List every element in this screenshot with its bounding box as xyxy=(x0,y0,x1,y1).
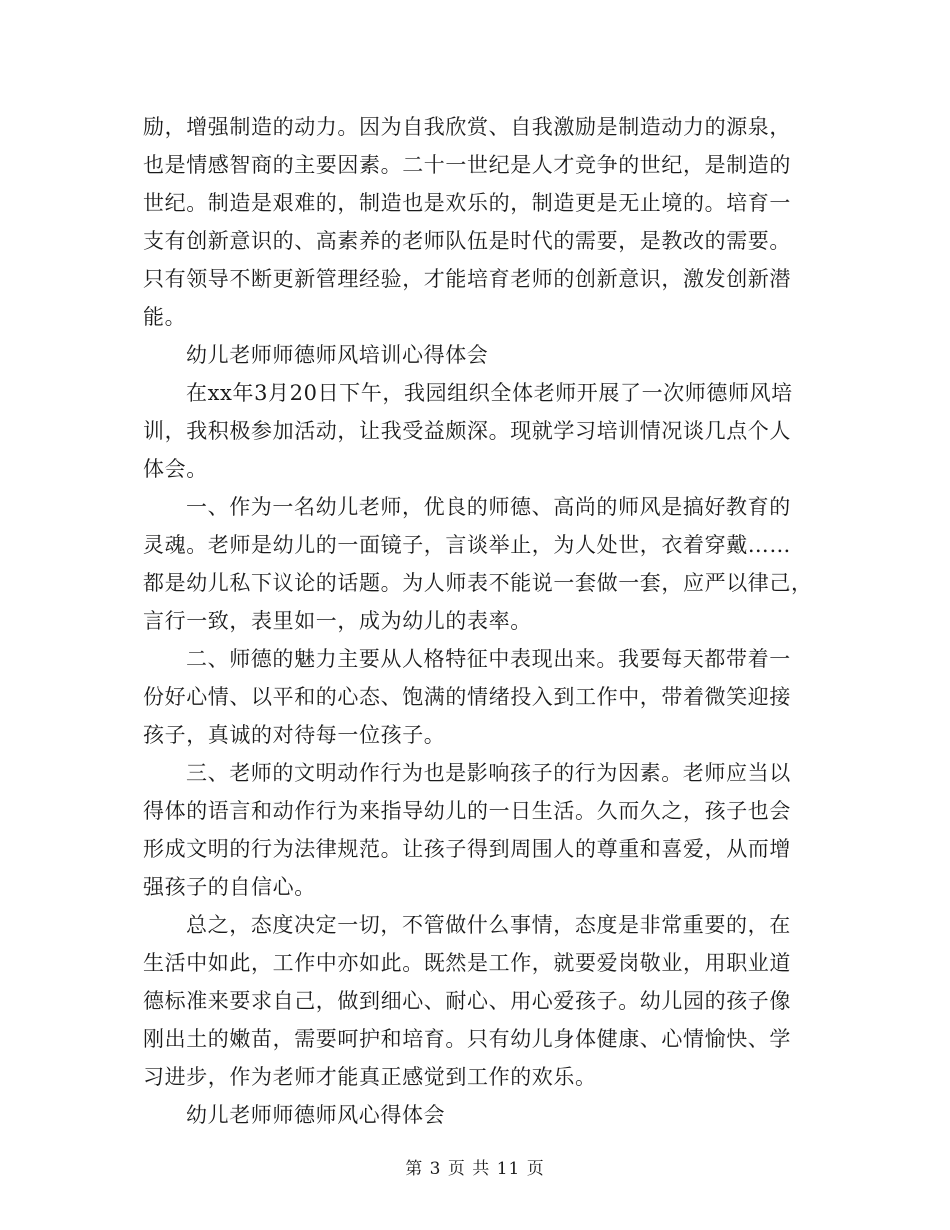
body-text-line: 体会。 xyxy=(143,457,208,481)
section-heading: 幼儿老师师德师风培训心得体会 xyxy=(186,343,489,367)
body-text-line: 支有创新意识的、高素养的老师队伍是时代的需要，是教改的需要。 xyxy=(143,229,791,253)
body-text-line: 灵魂。老师是幼儿的一面镜子，言谈举止，为人处世，衣着穿戴…… xyxy=(143,533,791,557)
body-text-line: 一、作为一名幼儿老师，优良的师德、高尚的师风是搞好教育的 xyxy=(186,495,791,519)
body-text-line: 能。 xyxy=(143,305,187,329)
body-text-line: 习进步，作为老师才能真正感觉到工作的欢乐。 xyxy=(143,1065,597,1089)
body-text-line: 都是幼儿私下议论的话题。为人师表不能说一套做一套，应严以律己， xyxy=(143,571,813,595)
body-text-line: 形成文明的行为法律规范。让孩子得到周围人的尊重和喜爱，从而增 xyxy=(143,837,791,861)
body-text-line: 份好心情、以平和的心态、饱满的情绪投入到工作中，带着微笑迎接 xyxy=(143,685,791,709)
body-text-line: 孩子，真诚的对待每一位孩子。 xyxy=(143,723,446,747)
body-text-line: 生活中如此，工作中亦如此。既然是工作，就要爱岗敬业，用职业道 xyxy=(143,951,791,975)
body-text-line: 只有领导不断更新管理经验，才能培育老师的创新意识，激发创新潜 xyxy=(143,267,791,291)
body-text-line: 三、老师的文明动作行为也是影响孩子的行为因素。老师应当以 xyxy=(186,761,791,785)
body-text-line: 得体的语言和动作行为来指导幼儿的一日生活。久而久之，孩子也会 xyxy=(143,799,791,823)
body-text-line: 训，我积极参加活动，让我受益颇深。现就学习培训情况谈几点个人 xyxy=(143,419,791,443)
body-text-line: 励，增强制造的动力。因为自我欣赏、自我激励是制造动力的源泉， xyxy=(143,115,791,139)
body-text-line: 世纪。制造是艰难的，制造也是欢乐的，制造更是无止境的。培育一 xyxy=(143,191,791,215)
body-text-line: 二、师德的魅力主要从人格特征中表现出来。我要每天都带着一 xyxy=(186,647,791,671)
body-text-line: 言行一致，表里如一，成为幼儿的表率。 xyxy=(143,609,532,633)
page-number-footer: 第 3 页 共 11 页 xyxy=(405,1159,545,1179)
body-text-line: 在xx年3月20日下午，我园组织全体老师开展了一次师德师风培 xyxy=(186,381,793,405)
body-text-line: 总之，态度决定一切，不管做什么事情，态度是非常重要的，在 xyxy=(186,913,791,937)
body-text-line: 强孩子的自信心。 xyxy=(143,875,316,899)
section-heading: 幼儿老师师德师风心得体会 xyxy=(186,1103,446,1127)
body-text-line: 刚出土的嫩苗，需要呵护和培育。只有幼儿身体健康、心情愉快、学 xyxy=(143,1027,791,1051)
body-text-line: 德标准来要求自己，做到细心、耐心、用心爱孩子。幼儿园的孩子像 xyxy=(143,989,791,1013)
body-text-line: 也是情感智商的主要因素。二十一世纪是人才竞争的世纪，是制造的 xyxy=(143,153,791,177)
